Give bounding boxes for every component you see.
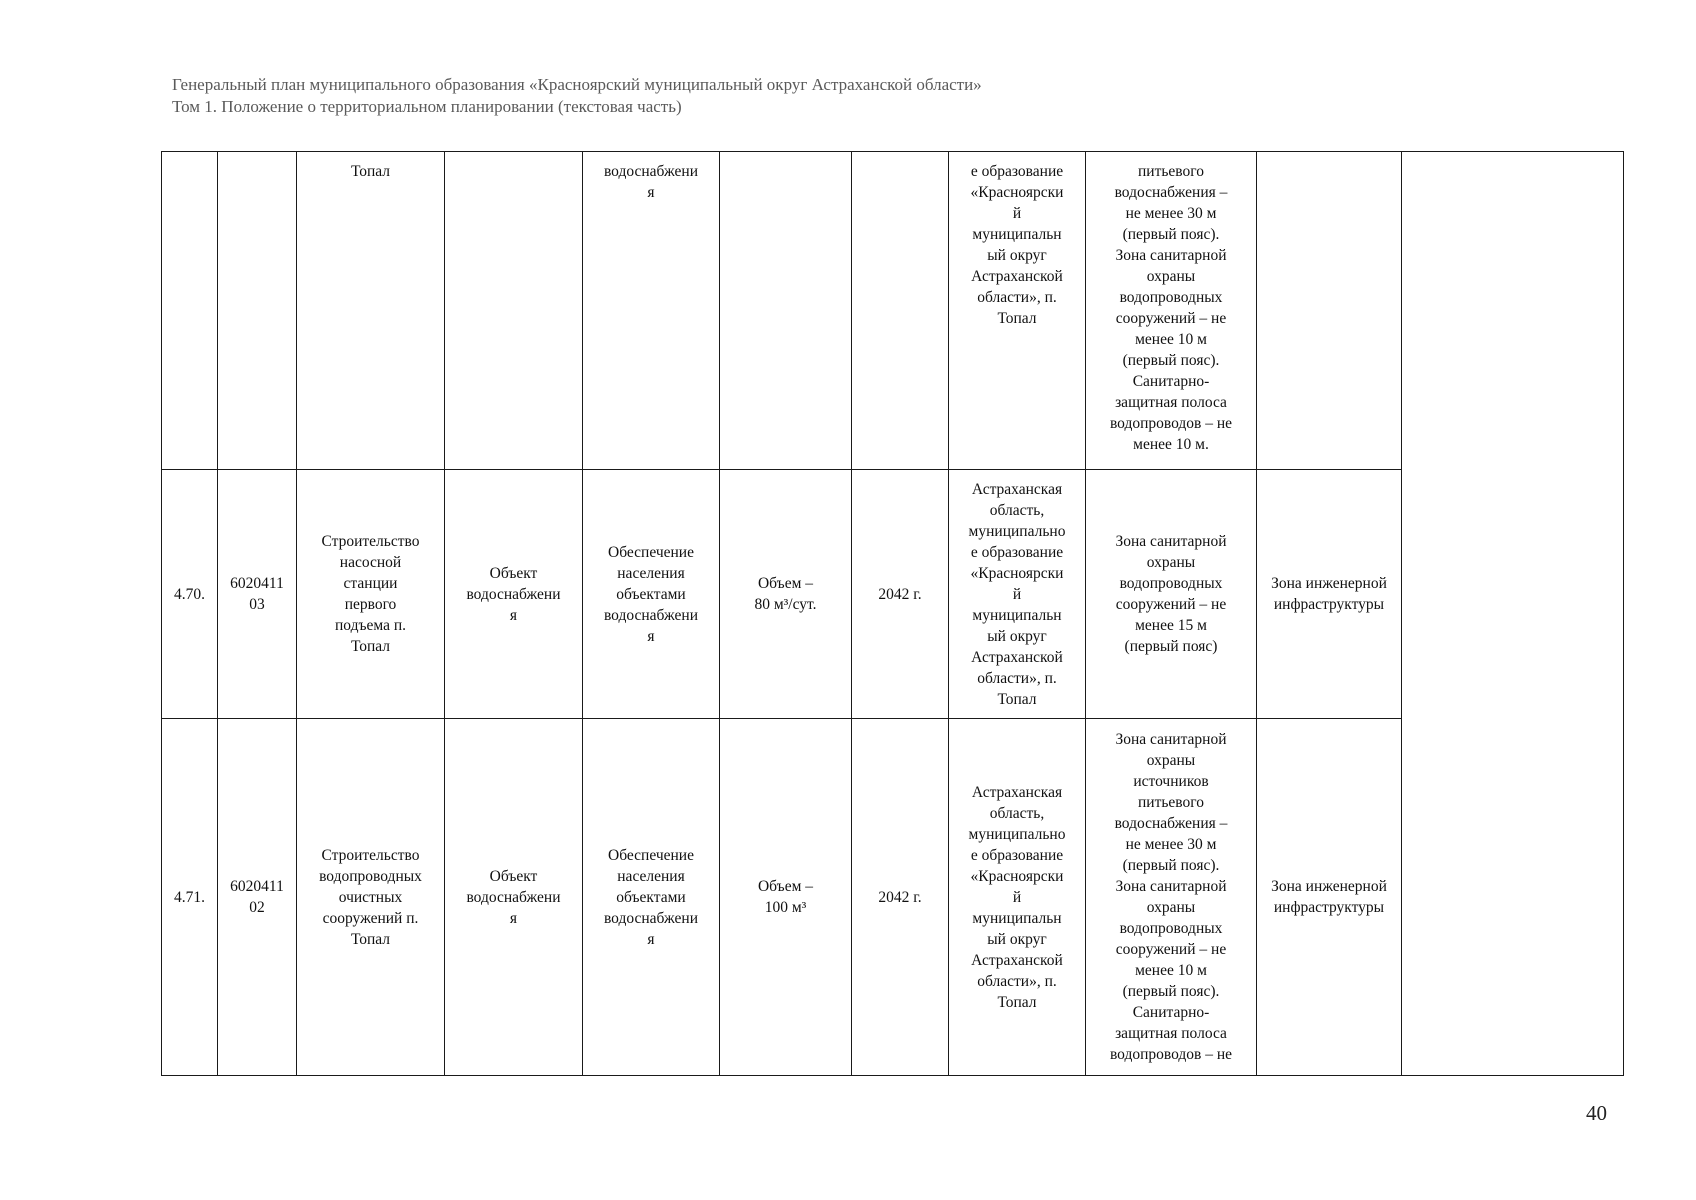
row-code-cell: 6020411 02 [218, 719, 297, 1076]
protection-zone-cell: Зона санитарной охраны водопроводных сооружений – не менее 15 м (первый пояс) [1086, 470, 1257, 719]
row-number-cell: 4.71. [162, 719, 218, 1076]
row-number-cell [162, 152, 218, 470]
object-name-cell: Строительство насосной станции первого подъема п. Топал [297, 470, 445, 719]
object-type-cell: Объект водоснабжени я [445, 470, 583, 719]
table-row [162, 152, 1624, 470]
functional-zone-cell [1257, 152, 1402, 470]
purpose-cell: Обеспечение населения объектами водоснабжени я [583, 470, 720, 719]
header-subtitle-line: Том 1. Положение о территориальном планировании (текстовая часть) [172, 97, 682, 116]
location-cell: Астраханская область, муниципально е образование «Красноярски й муниципальн ый округ Астраханской области», п. Топал [949, 470, 1086, 719]
functional-zone-cell: Зона инженерной инфраструктуры [1257, 470, 1402, 719]
object-type-cell: Объект водоснабжени я [445, 719, 583, 1076]
object-type-cell [445, 152, 583, 470]
date-cell: 2042 г. [852, 470, 949, 719]
location-cell: Астраханская область, муниципально е образование «Красноярски й муниципальн ый округ Астраханской области», п. Топал [949, 719, 1086, 1076]
row-code-cell [218, 152, 297, 470]
row-number-cell: 4.70. [162, 470, 218, 719]
date-cell [852, 152, 949, 470]
functional-zone-cell: Зона инженерной инфраструктуры [1257, 719, 1402, 1076]
characteristic-cell [720, 152, 852, 470]
page-number: 40 [1586, 1101, 1607, 1125]
protection-zone-cell: Зона санитарной охраны источников питьевого водоснабжения – не менее 30 м (первый пояс). Зона санитарной охраны водопроводных сооружений – не менее 10 м (первый пояс). Санитарно- защитная полоса водопроводов – не [1086, 719, 1257, 1076]
characteristic-cell: Объем – 80 м³/сут. [720, 470, 852, 719]
protection-zone-cell: питьевого водоснабжения – не менее 30 м (первый пояс). Зона санитарной охраны водопроводных сооружений – не менее 10 м (первый пояс). Санитарно- защитная полоса водопроводов – не менее 10 м. [1086, 152, 1257, 470]
characteristic-cell: Объем – 100 м³ [720, 719, 852, 1076]
objects-table [161, 151, 1624, 1076]
object-name-cell: Топал [297, 152, 445, 470]
date-cell: 2042 г. [852, 719, 949, 1076]
object-name-cell: Строительство водопроводных очистных сооружений п. Топал [297, 719, 445, 1076]
header-title-line: Генеральный план муниципального образования «Красноярский муниципальный округ Астраханской области» [172, 75, 982, 94]
location-cell: е образование «Красноярски й муниципальн ый округ Астраханской области», п. Топал [949, 152, 1086, 470]
row-code-cell: 6020411 03 [218, 470, 297, 719]
purpose-cell: водоснабжени я [583, 152, 720, 470]
document-header [172, 74, 982, 118]
purpose-cell: Обеспечение населения объектами водоснабжени я [583, 719, 720, 1076]
last-column-cell [1402, 152, 1624, 1076]
